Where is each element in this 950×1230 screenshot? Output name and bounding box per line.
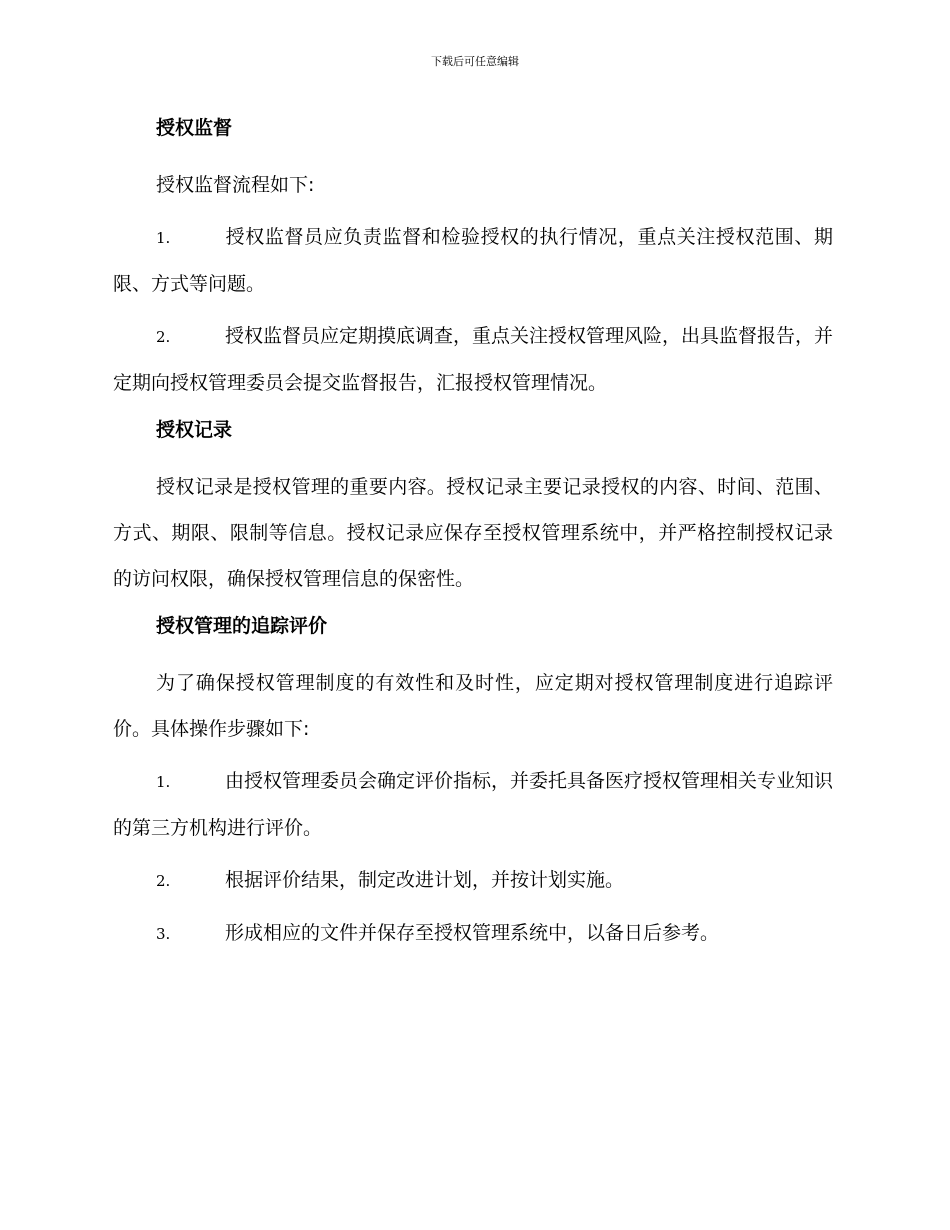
list-item [113,313,833,406]
list-item [113,910,833,957]
list-item-text: 形成相应的文件并保存至授权管理系统中，以备日后参考。 [225,922,720,944]
document-body [113,110,833,963]
list-item [113,758,833,851]
list-item-text: 授权监督员应定期摸底调查，重点关注授权管理风险，出具监督报告，并定期向授权管理委员会提交监督报告，汇报授权管理情况。 [113,325,834,394]
list-number: 3. [156,925,171,943]
supervision-intro: 授权监督流程如下: [156,174,315,196]
list-item-text: 由授权管理委员会确定评价指标，并委托具备医疗授权管理相关专业知识的第三方机构进行评价。 [113,770,834,839]
section-heading-supervision: 授权监督 [156,117,233,139]
list-number: 1. [156,773,171,791]
section-heading-records: 授权记录 [156,419,233,441]
list-number: 2. [156,328,171,346]
page-header: 下载后可任意编辑 [431,55,519,68]
list-item [113,857,833,904]
list-number: 2. [156,872,171,890]
list-number: 1. [156,229,171,247]
evaluation-intro: 为了确保授权管理制度的有效性和及时性，应定期对授权管理制度进行追踪评价。具体操作步骤如下: [113,672,833,740]
section-heading-evaluation: 授权管理的追踪评价 [156,615,328,637]
list-item [113,214,833,307]
list-item-text: 授权监督员应负责监督和检验授权的执行情况，重点关注授权范围、期限、方式等问题。 [113,226,833,295]
list-item-text: 根据评价结果，制定改进计划，并按计划实施。 [225,869,625,891]
records-body: 授权记录是授权管理的重要内容。授权记录主要记录授权的内容、时间、范围、方式、期限、限制等信息。授权记录应保存至授权管理系统中，并严格控制授权记录的访问权限，确保授权管理信息的保密性。 [113,476,833,590]
